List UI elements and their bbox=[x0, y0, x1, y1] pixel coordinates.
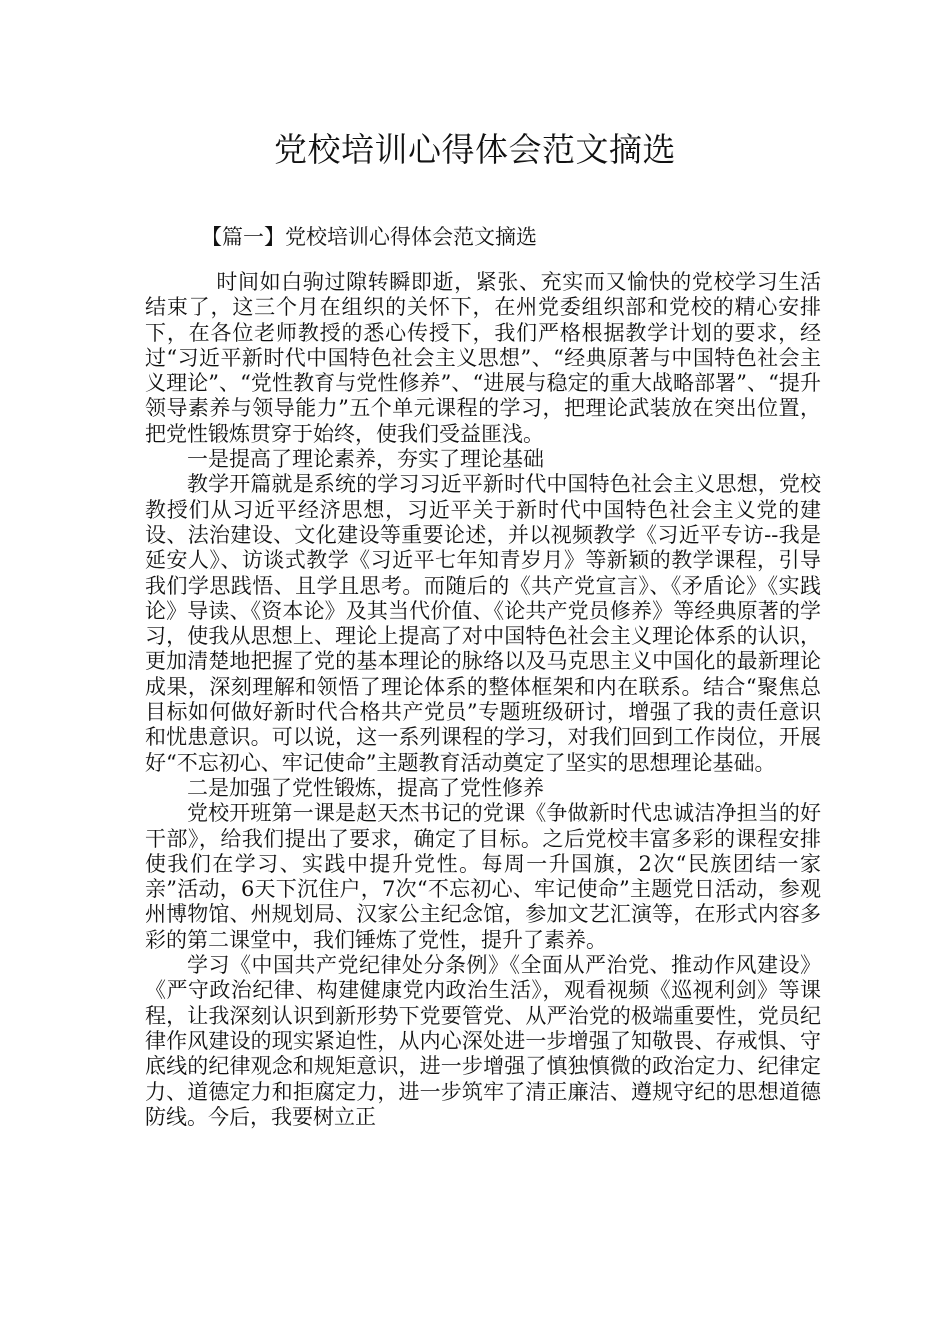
section-heading: 【篇一】党校培训心得体会范文摘选 bbox=[201, 225, 537, 249]
paragraph-party-spirit: 党校开班第一课是赵天杰书记的党课《争做新时代忠诚洁净担当的好干部》，给我们提出了要求，确定了目标。之后党校丰富多彩的课程安排使我们在学习、实践中提升党性。每周一升国旗，2次“民族团结一家亲”活动，6天下沉住户，7次“不忘初心、牢记使命”主题党日活动，参观州博物馆、州规划局、汉家公主纪念馆，参加文艺汇演等，在形式内容多彩的第二课堂中，我们锤炼了党性，提升了素养。 bbox=[145, 801, 821, 952]
document-title: 党校培训心得体会范文摘选 bbox=[274, 130, 676, 169]
subheading-party-spirit: 二是加强了党性锻炼，提高了党性修养 bbox=[187, 775, 544, 800]
paragraph-intro: 时间如白驹过隙转瞬即逝，紧张、充实而又愉快的党校学习生活结束了，这三个月在组织的关怀下，在州党委组织部和党校的精心安排下，在各位老师教授的悉心传授下，我们严格根据教学计划的要求，经过“习近平新时代中国特色社会主义思想”、“经典原著与中国特色社会主义理论”、“党性教育与党性修养”、“进展与稳定的重大战略部署”、“提升领导素养与领导能力”五个单元课程的学习，把理论武装放在突出位置，把党性锻炼贯穿于始终，使我们受益匪浅。 bbox=[145, 270, 821, 446]
subheading-theory: 一是提高了理论素养，夯实了理论基础 bbox=[187, 447, 544, 472]
document-body bbox=[145, 270, 821, 1130]
paragraph-discipline: 学习《中国共产党纪律处分条例》《全面从严治党、推动作风建设》《严守政治纪律、构建健康党内政治生活》，观看视频《巡视利剑》等课程，让我深刻认识到新形势下党要管党、从严治党的极端重要性，党员纪律作风建设的现实紧迫性，从内心深处进一步增强了知敬畏、存戒惧、守底线的纪律观念和规矩意识，进一步增强了慎独慎微的政治定力、纪律定力、道德定力和拒腐定力，进一步筑牢了清正廉洁、遵规守纪的思想道德防线。今后，我要树立正 bbox=[145, 953, 821, 1129]
paragraph-theory: 教学开篇就是系统的学习习近平新时代中国特色社会主义思想，党校教授们从习近平经济思想，习近平关于新时代中国特色社会主义党的建设、法治建设、文化建设等重要论述，并以视频教学《习近平专访--我是延安人》、访谈式教学《习近平七年知青岁月》等新颖的教学课程，引导我们学思践悟、且学且思考。而随后的《共产党宣言》、《矛盾论》《实践论》导读、《资本论》及其当代价值、《论共产党员修养》等经典原著的学习，使我从思想上、理论上提高了对中国特色社会主义理论体系的认识，更加清楚地把握了党的基本理论的脉络以及马克思主义中国化的最新理论成果，深刻理解和领悟了理论体系的整体框架和内在联系。结合“聚焦总目标如何做好新时代合格共产党员”专题班级研讨，增强了我的责任意识和忧患意识。可以说，这一系列课程的学习，对我们回到工作岗位，开展好“不忘初心、牢记使命”主题教育活动奠定了坚实的思想理论基础。 bbox=[145, 472, 821, 775]
